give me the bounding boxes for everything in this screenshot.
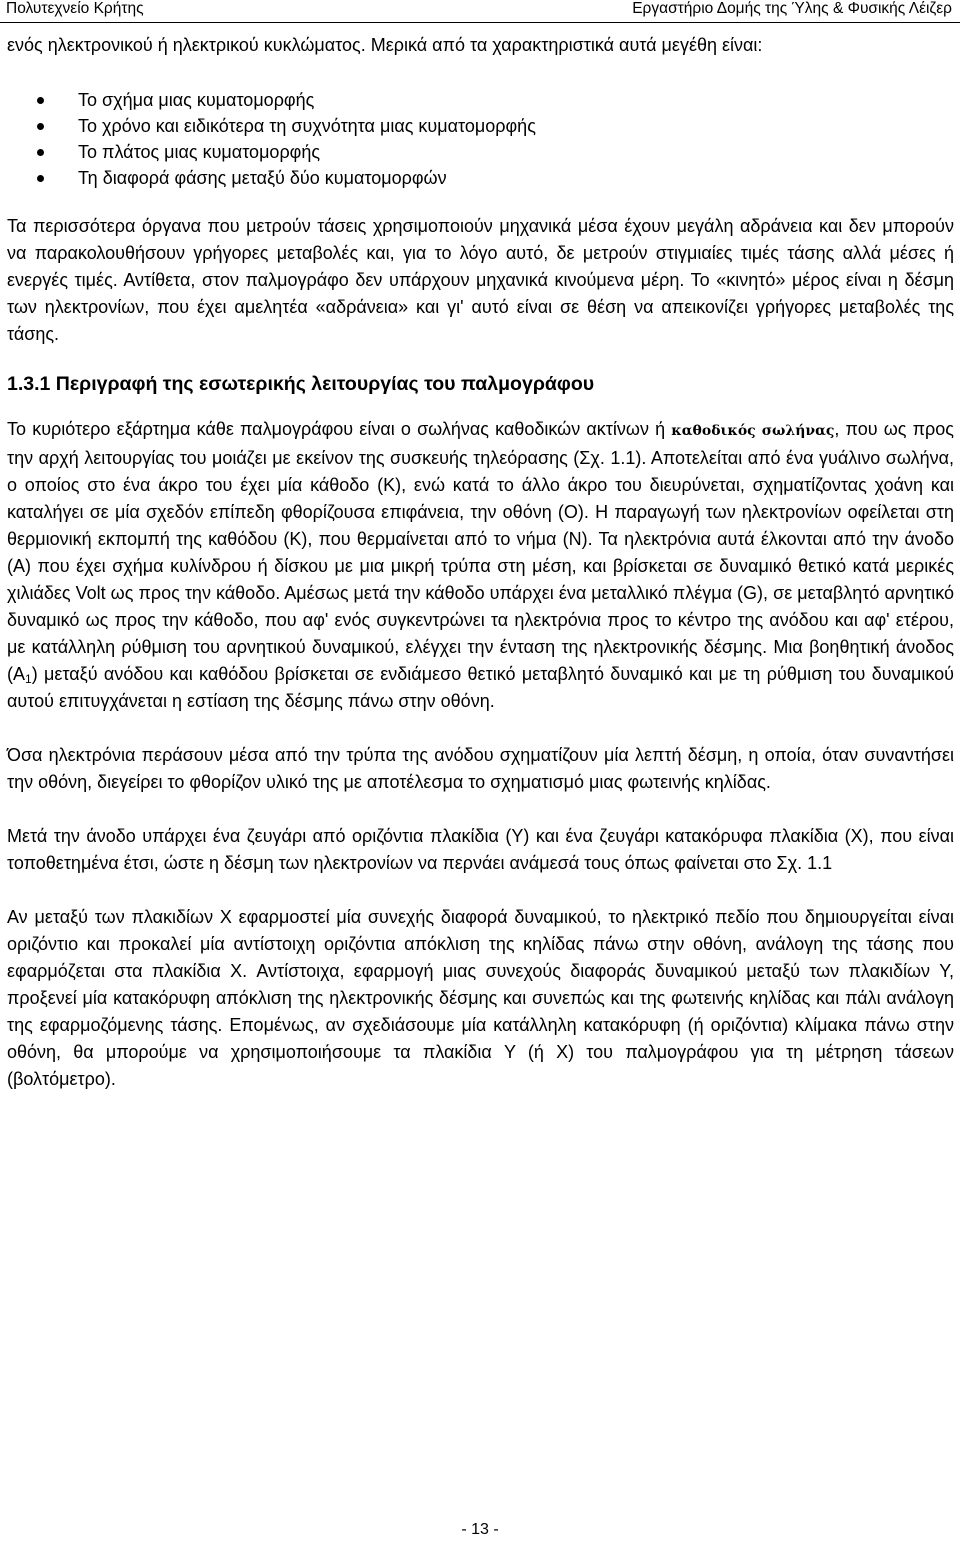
intro-paragraph: ενός ηλεκτρονικού ή ηλεκτρικού κυκλώματος. Μερικά από τα χαρακτηριστικά αυτά μεγέθη είναι:	[7, 35, 763, 55]
bullet-icon	[37, 123, 44, 130]
page-body	[7, 32, 954, 1093]
page-header	[0, 0, 960, 22]
subscript: 1	[25, 672, 32, 686]
header-divider	[0, 22, 960, 23]
bullet-icon	[37, 175, 44, 182]
list-item: Το σχήμα μιας κυματομορφής	[7, 87, 954, 113]
list-item: Το χρόνο και ειδικότερα τη συχνότητα μιας κυματομορφής	[7, 113, 954, 139]
header-institution: Πολυτεχνείο Κρήτης	[6, 0, 144, 17]
section-heading: 1.3.1 Περιγραφή της εσωτερικής λειτουργίας του παλμογράφου	[7, 373, 595, 395]
paragraph-deflection-voltage: Αν μεταξύ των πλακιδίων X εφαρμοστεί μία συνεχής διαφορά δυναμικού, το ηλεκτρικό πεδίο που δημιουργείται είναι οριζόντιο και προκαλεί μία αντίστοιχη οριζόντια απόκλιση της κηλίδας πάνω στην οθόνη, ανάλογη της τάσης που εφαρμόζεται στα πλακίδια X. Αντίστοιχα, εφαρμογή μιας συνεχούς διαφοράς δυναμικού μεταξύ των πλακιδίων Y, προξενεί μία κατακόρυφη απόκλιση της ηλεκτρονικής δέσμης και συνεπώς και της φωτεινής κηλίδας και πάλι ανάλογη της εφαρμοζόμενης τάσης. Επομένως, αν σχεδιάσουμε μία κατάλληλη κατακόρυφη (ή οριζόντια) κλίμακα πάνω στην οθόνη, θα μπορούμε να χρησιμοποιήσουμε τα πλακίδια Y (ή X) του παλμογράφου για τη μέτρηση τάσεων (βολτόμετρο).	[7, 907, 954, 1089]
paragraph-crt-description: Το κυριότερο εξάρτημα κάθε παλμογράφου είναι ο σωλήνας καθοδικών ακτίνων ή καθοδικός σωλήνας, που ως προς την αρχή λειτουργίας του μοιάζει με εκείνον της συσκευής τηλεόρασης (Σχ. 1.1). Αποτελείται από ένα γυάλινο σωλήνα, ο οποίος στο ένα άκρο του έχει μία κάθοδο (K), ενώ κατά το άλλο άκρο του διευρύνεται, σχηματίζοντας χοάνη και καταλήγει σε μία σχεδόν επίπεδη φθορίζουσα επιφάνεια, την οθόνη (O). Η παραγωγή των ηλεκτρονίων οφείλεται στη θερμιονική εκπομπή της καθόδου (K), που θερμαίνεται από το νήμα (N). Τα ηλεκτρόνια αυτά έλκονται από την άνοδο (A) που έχει σχήμα κυλίνδρου ή δίσκου με μια μικρή τρύπα στη μέση, και βρίσκεται σε δυναμικό θετικό κατά μερικές χιλιάδες Volt ως προς την κάθοδο. Αμέσως μετά την κάθοδο υπάρχει ένα μεταλλικό πλέγμα (G), σε μεταβλητό αρνητικό δυναμικό ως προς την κάθοδο, που αφ' ενός συγκεντρώνει τα ηλεκτρόνια προς το κέντρο της ανόδου και αφ' ετέρου, με κατάλληλη ρύθμιση του αρνητικού δυναμικού, ελέγχει την ένταση της ηλεκτρονικής δέσμης. Μια βοηθητική άνοδος $(A_1)$ μεταξύ ανόδου και καθόδου βρίσκεται σε ενδιάμεσο θετικό μεταβλητό δυναμικό και με τη ρύθμιση του δυναμικού αυτού επιτυγχάνεται η εστίαση της δέσμης πάνω στην οθόνη.	[7, 419, 954, 711]
list-item: Το πλάτος μιας κυματομορφής	[7, 139, 954, 165]
page-number: - 13 -	[461, 1521, 499, 1538]
crt-term: καθοδικός σωλήνας	[671, 423, 835, 439]
list-item: Τη διαφορά φάσης μεταξύ δύο κυματομορφών	[7, 165, 954, 191]
paragraph-deflection-plates: Μετά την άνοδο υπάρχει ένα ζευγάρι από οριζόντια πλακίδια (Y) και ένα ζευγάρι κατακόρυφα πλακίδια (X), που είναι τοποθετημένα έτσι, ώστε η δέσμη των ηλεκτρονίων να περνάει ανάμεσά τους όπως φαίνεται στο Σχ. 1.1	[7, 826, 954, 873]
quantities-list	[7, 87, 954, 191]
header-lab: Εργαστήριο Δομής της Ύλης & Φυσικής Λέιζερ	[632, 0, 952, 17]
paragraph-instruments: Τα περισσότερα όργανα που μετρούν τάσεις χρησιμοποιούν μηχανικά μέσα έχουν μεγάλη αδράνεια και δεν μπορούν να παρακολουθήσουν γρήγορες μεταβολές και, για το λόγο αυτό, δε μετρούν στιγμιαίες τιμές τάσης αλλά μέσες ή ενεργές τιμές. Αντίθετα, στον παλμογράφο δεν υπάρχουν μηχανικά κινούμενα μέρη. Το «κινητό» μέρος είναι η δέσμη των ηλεκτρονίων, που έχει αμελητέα «αδράνεια» και γι' αυτό είναι σε θέση να απεικονίζει γρήγορες μεταβολές της τάσης.	[7, 216, 954, 344]
paragraph-electron-beam: Όσα ηλεκτρόνια περάσουν μέσα από την τρύπα της ανόδου σχηματίζουν μία λεπτή δέσμη, η οποία, όταν συναντήσει την οθόνη, διεγείρει το φθορίζον υλικό της με αποτέλεσμα το σχηματισμό μιας φωτεινής κηλίδας.	[7, 745, 954, 792]
bullet-icon	[37, 149, 44, 156]
bullet-icon	[37, 97, 44, 104]
